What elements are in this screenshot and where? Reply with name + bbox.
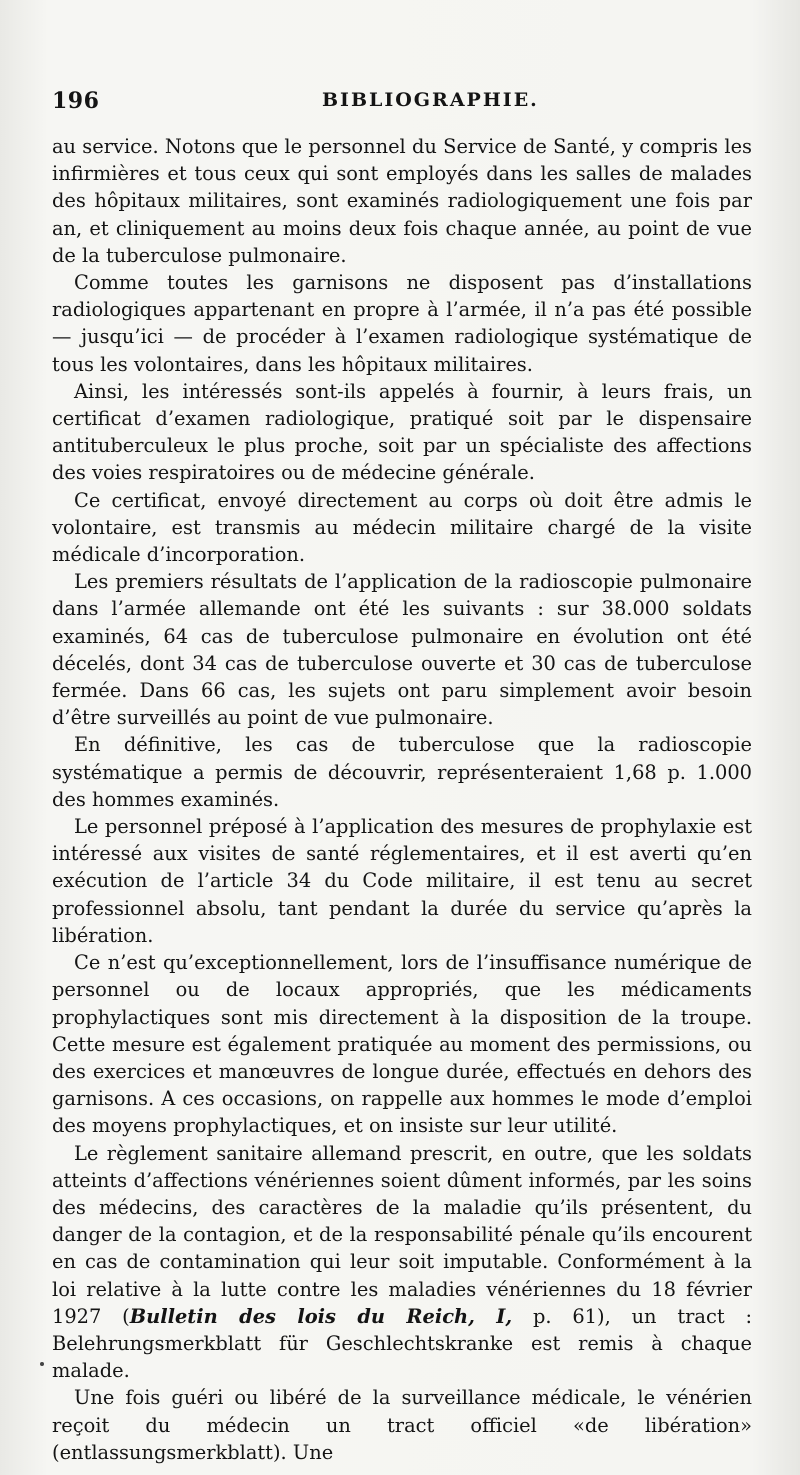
paragraph: Comme toutes les garnisons ne disposent pas d’installations radiologiques appartenant en propre à l’armée, il n’a pas été possible — jusqu’ici — de procéder à l’examen radiologique systématique de tous les volontaires, dans les hôpitaux militaires. [52,271,752,376]
paragraph-continued: au service. Notons que le personnel du Service de Santé, y compris les infirmières et tous ceux qui sont employés dans les salles de malades des hôpitaux militaires, sont examinés radiologiquement une fois par an, et cliniquement au moins deux fois chaque année, au point de vue de la tuberculose pulmonaire. [52,135,752,267]
paragraph: Ce certificat, envoyé directement au corps où doit être admis le volontaire, est transmis au médecin militaire chargé de la visite médicale d’incorporation. [52,488,752,567]
citation-italic: Bulletin des lois du Reich, I, [129,1304,513,1328]
page-number: 196 [52,88,100,114]
page-header [52,88,752,118]
body-text [52,133,752,1466]
paragraph: Ce n’est qu’exceptionnellement, lors de l’insuffisance numérique de personnel ou de locaux appropriés, que les médicaments prophylactiques sont mis directement à la disposition de la troupe. Cette mesure est également pratiquée au moment des permissions, ou des exercices et manœuvres de longue durée, effectués en dehors des garnisons. A ces occasions, on rappelle aux hommes le mode d’emploi des moyens prophylactiques, et on insiste sur leur utilité. [52,951,752,1138]
paragraph: En définitive, les cas de tuberculose que la radioscopie systématique a permis de découvrir, représenteraient 1,68 p. 1.000 des hommes examinés. [52,733,752,811]
paragraph-regulation [52,1140,752,1385]
paragraph: Ainsi, les intéressés sont-ils appelés à fournir, à leurs frais, un certificat d’examen radiologique, pratiqué soit par le dispensaire antituberculeux le plus proche, soit par un spécialiste des affections des voies respiratoires ou de médecine générale. [52,379,752,485]
running-head: BIBLIOGRAPHIE. [322,89,539,111]
paragraph: Le personnel préposé à l’application des mesures de prophylaxie est intéressé aux visites de santé réglementaires, et il est averti qu’en exécution de l’article 34 du Code militaire, il est tenu au secret professionnel absolu, tant pendant la durée du service qu’après la libération. [52,815,752,947]
ink-speck [40,1362,44,1366]
text-run: p. 61), un tract : Belehrungsmerkblatt für Geschlechtskranke est remis à chaque malade. [52,1304,753,1383]
paragraph-results: Les premiers résultats de l’application de la radioscopie pulmonaire dans l’armée allemande ont été les suivants : sur 38.000 soldats examinés, 64 cas de tuberculose pulmonaire en évolution ont été décelés, dont 34 cas de tuberculose ouverte et 30 cas de tuberculose fermée. Dans 66 cas, les sujets ont paru simplement avoir besoin d’être surveillés au point de vue pulmonaire. [52,570,752,730]
text-run: Le règlement sanitaire allemand prescrit, en outre, que les soldats atteints d’affections vénériennes soient dûment informés, par les soins des médecins, des caractères de la maladie qu’ils présentent, du danger de la contagion, et de la responsabilité pénale qu’ils encourent en cas de contamination qui leur soit imputable. Conformément à la loi relative à la lutte contre les maladies vénériennes du 18 février 1927 ( [52,1141,752,1328]
paragraph-last: Une fois guéri ou libéré de la surveillance médicale, le vénérien reçoit du médecin un tract officiel «de libération» (entlassungsmerkblatt). Une [52,1386,752,1464]
